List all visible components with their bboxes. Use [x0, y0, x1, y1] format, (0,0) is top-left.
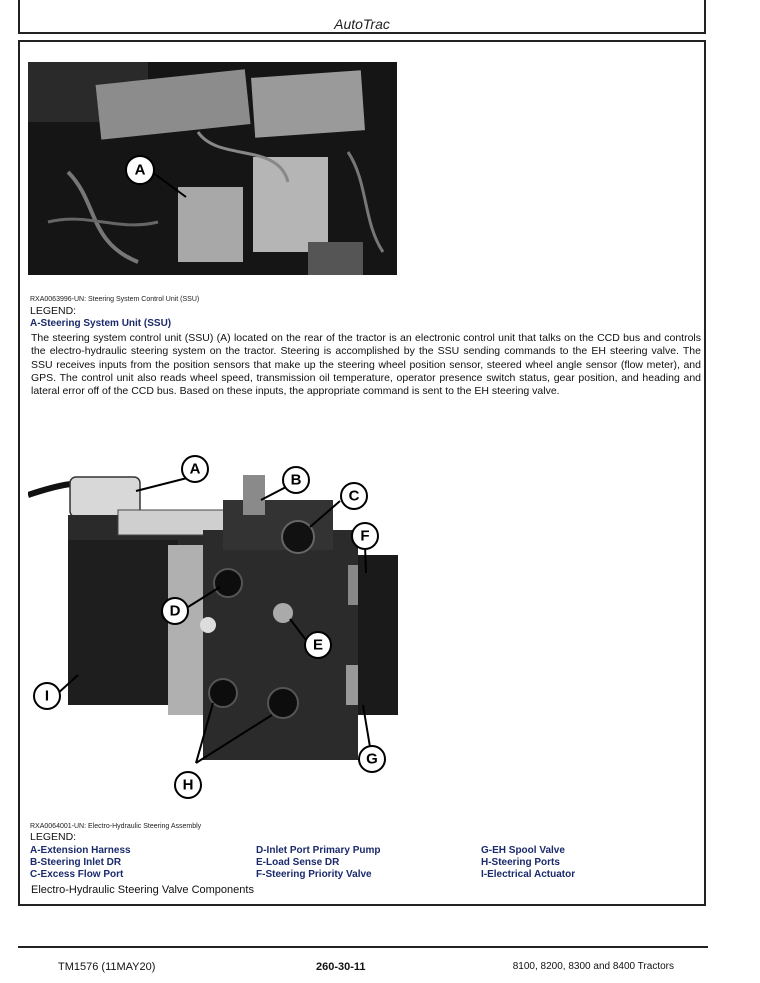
callout-b-label: B — [290, 471, 302, 489]
figure2-legend-heading: LEGEND: — [30, 831, 77, 843]
callout-a-label: A — [134, 161, 146, 179]
page-header — [18, 0, 706, 34]
section-title: Electro-Hydraulic Steering Valve Components — [31, 884, 254, 896]
footer-doc-id: TM1576 (11MAY20) — [58, 961, 156, 973]
callout-i-label: I — [44, 687, 50, 705]
footer-divider — [18, 946, 708, 948]
figure2-caption: RXA0064001-UN: Electro-Hydraulic Steering Assembly — [30, 823, 202, 830]
figure2-legend-item-e: E-Load Sense DR — [256, 857, 340, 868]
figure2-legend-item-i: I-Electrical Actuator — [481, 869, 576, 880]
body-paragraph: The steering system control unit (SSU) (A) located on the rear of the tractor is an electronic control unit that talks on the CCD bus and controls the electro-hydraulic steering system on the tractor. Steering is accomplished by the SSU sending commands to the EH steering valve. The SSU receives inputs from the position sensors that make up the steering wheel position sensor, steered wheel angle sensor (flow meter), and GPS. The control unit also reads wheel speed, transmission oil temperature, operator presence switch status, gear position, and heading and lateral error off of the CCD bus. Based on these inputs, the appropriate command is sent to the EH steering valve. — [31, 332, 701, 398]
figure2-legend-item-b: B-Steering Inlet DR — [30, 857, 122, 868]
callout-c-label: C — [348, 487, 360, 505]
figure2-legend-item-a: A-Extension Harness — [30, 845, 131, 856]
header-title: AutoTrac — [334, 16, 390, 32]
figure2-legend-item-c: C-Excess Flow Port — [30, 869, 124, 880]
figure1-legend-heading: LEGEND: — [30, 305, 77, 317]
callout-f-label: F — [360, 527, 370, 545]
ssu-photo — [28, 62, 397, 275]
figure2-legend-item-f: F-Steering Priority Valve — [256, 869, 372, 880]
footer-model-list: 8100, 8200, 8300 and 8400 Tractors — [512, 961, 674, 972]
callout-d-label: D — [169, 602, 181, 620]
callout-g-label: G — [366, 750, 378, 768]
callout-a-label: A — [189, 460, 201, 478]
eh-steering-assembly-photo — [28, 455, 398, 817]
figure1-legend-item-a: A-Steering System Unit (SSU) — [30, 318, 172, 329]
footer-page-number: 260-30-11 — [316, 961, 366, 973]
figure2-legend-item-d: D-Inlet Port Primary Pump — [256, 845, 381, 856]
figure1-caption: RXA0063996-UN: Steering System Control Unit (SSU) — [30, 296, 200, 303]
callout-e-label: E — [312, 636, 324, 654]
figure2-legend-item-g: G-EH Spool Valve — [481, 845, 565, 856]
callout-h-label: H — [182, 776, 194, 794]
figure2-legend-item-h: H-Steering Ports — [481, 857, 560, 868]
